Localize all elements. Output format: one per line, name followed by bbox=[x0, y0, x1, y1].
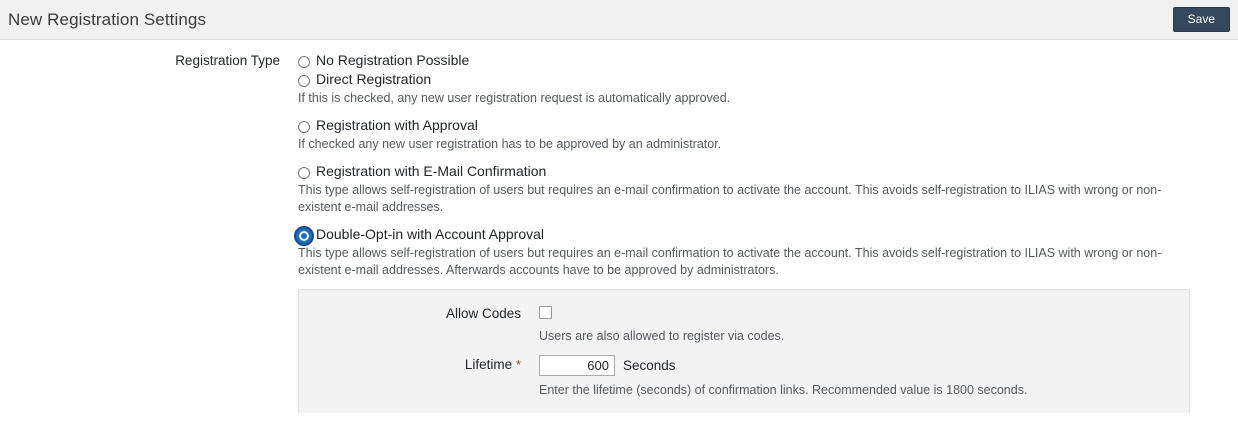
lifetime-input-group bbox=[539, 355, 1189, 376]
lifetime-label bbox=[299, 355, 539, 372]
option-description: If this is checked, any new user registration request is automatically approved. bbox=[298, 91, 731, 105]
lifetime-row bbox=[299, 355, 1189, 399]
option-no-registration bbox=[298, 52, 1220, 69]
page-header bbox=[0, 0, 1238, 40]
option-description: This type allows self-registration of users but requires an e-mail confirmation to activate the account. This avoids self-registration to ILIAS with wrong or non-existent e-mail addresses. bbox=[298, 183, 1162, 214]
option-head bbox=[298, 71, 1220, 88]
radio-registration-with-approval[interactable] bbox=[298, 121, 310, 133]
option-head bbox=[298, 117, 1220, 134]
option-label[interactable]: Direct Registration bbox=[316, 71, 432, 87]
radio-double-opt-in-with-account-approval[interactable] bbox=[298, 230, 310, 242]
lifetime-field bbox=[539, 355, 1189, 399]
page-title: New Registration Settings bbox=[8, 9, 207, 29]
option-head bbox=[298, 163, 1220, 180]
allow-codes-row bbox=[299, 304, 1189, 345]
radio-registration-with-email-confirmation[interactable] bbox=[298, 167, 310, 179]
allow-codes-checkbox[interactable] bbox=[539, 306, 552, 319]
lifetime-unit-label: Seconds bbox=[623, 358, 676, 373]
registration-settings-form bbox=[0, 40, 1238, 415]
option-label[interactable]: Registration with E-Mail Confirmation bbox=[316, 163, 547, 179]
double-opt-in-sub-settings bbox=[298, 289, 1190, 413]
save-button[interactable]: Save bbox=[1173, 7, 1230, 32]
lifetime-input[interactable] bbox=[539, 355, 615, 376]
option-label[interactable]: Registration with Approval bbox=[316, 117, 478, 133]
option-registration-with-approval bbox=[298, 117, 1220, 153]
option-description: This type allows self-registration of users but requires an e-mail confirmation to activate the account. This avoids self-registration to ILIAS with wrong or non-existent e-mail addresses. Afterwards accounts have to be approved by administrators. bbox=[298, 246, 1162, 277]
option-description: If checked any new user registration has to be approved by an administrator. bbox=[298, 137, 722, 151]
option-label[interactable]: No Registration Possible bbox=[316, 52, 470, 68]
radio-direct-registration[interactable] bbox=[298, 75, 310, 87]
lifetime-label-text: Lifetime bbox=[464, 357, 513, 372]
allow-codes-field bbox=[539, 304, 1189, 345]
option-label[interactable]: Double-Opt-in with Account Approval bbox=[316, 226, 545, 242]
option-double-opt-in-with-account-approval bbox=[298, 226, 1220, 413]
registration-type-row bbox=[0, 52, 1238, 415]
allow-codes-label: Allow Codes bbox=[445, 306, 521, 321]
required-marker: * bbox=[515, 357, 521, 372]
option-registration-with-email-confirmation bbox=[298, 163, 1220, 216]
registration-type-label: Registration Type bbox=[175, 53, 280, 68]
option-head bbox=[298, 52, 1220, 69]
registration-type-options bbox=[298, 52, 1238, 415]
allow-codes-description: Users are also allowed to register via codes. bbox=[539, 329, 785, 343]
radio-no-registration-possible[interactable] bbox=[298, 56, 310, 68]
lifetime-description: Enter the lifetime (seconds) of confirmation links. Recommended value is 1800 seconds. bbox=[539, 383, 1028, 397]
option-direct-registration bbox=[298, 71, 1220, 107]
option-head bbox=[298, 226, 1220, 243]
